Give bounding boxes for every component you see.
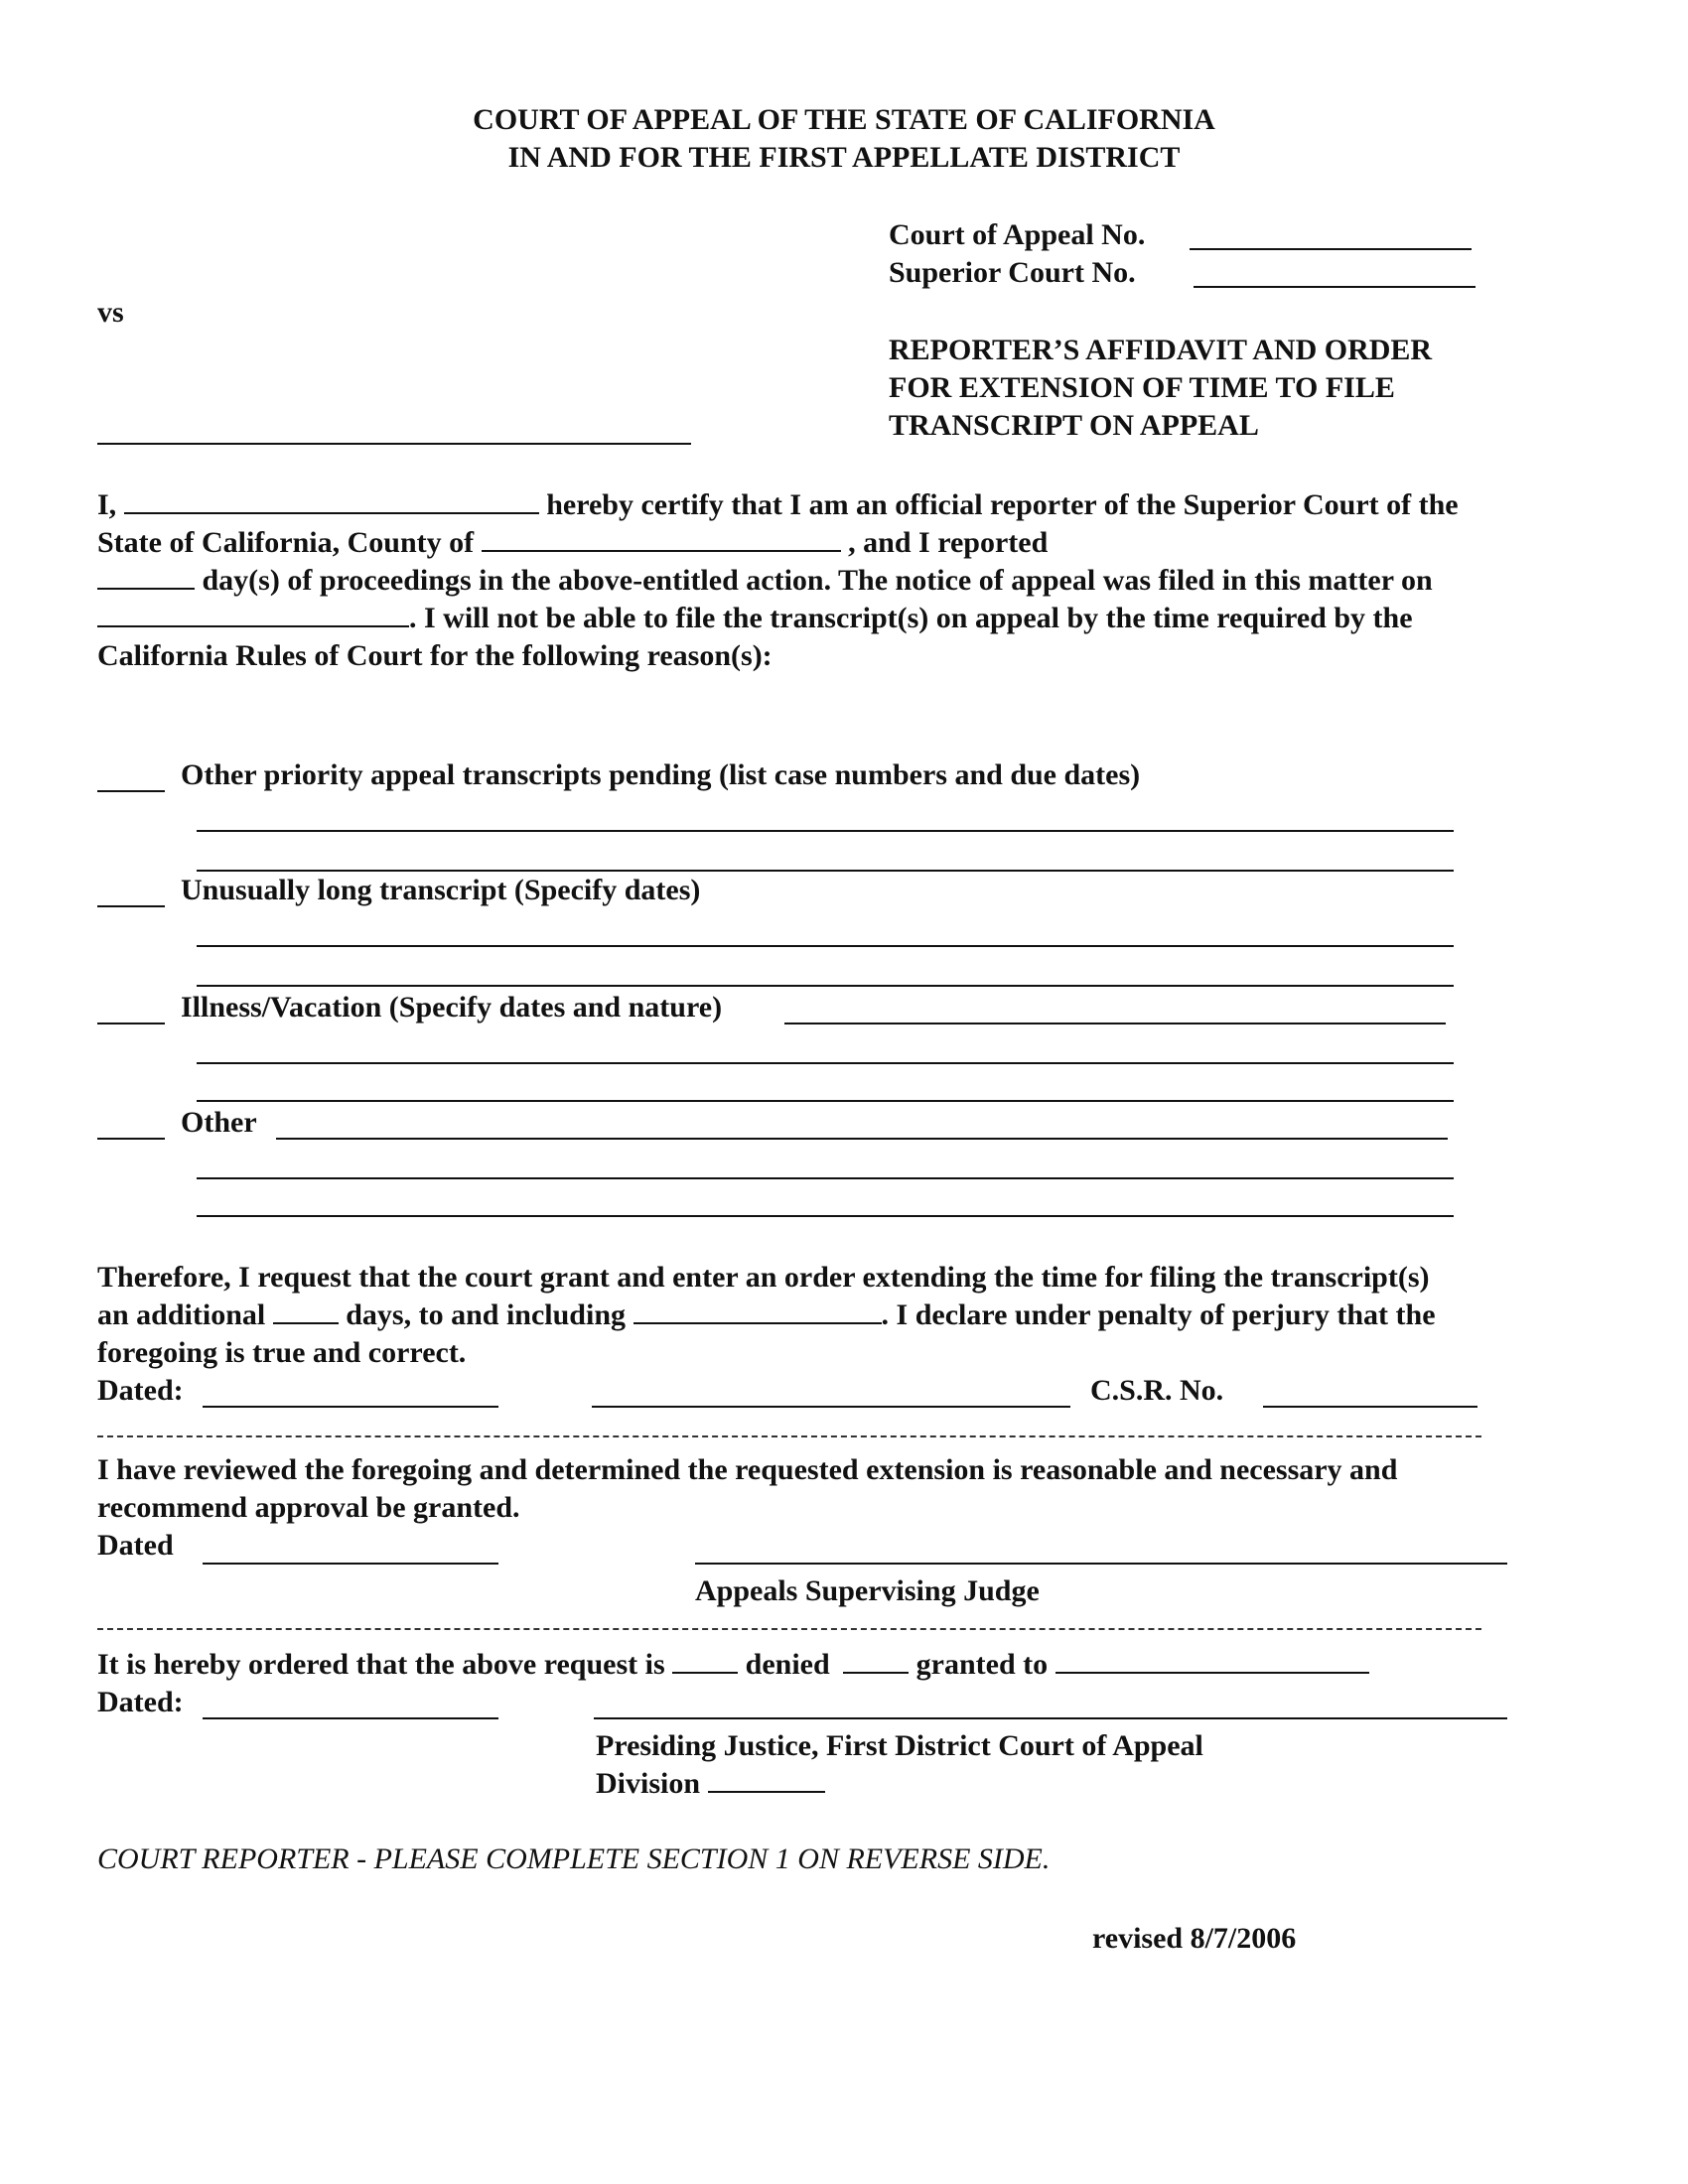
additional-days-field[interactable] [273,1297,339,1324]
extended-date-field[interactable] [633,1297,882,1324]
reason-label-other: Other [181,1106,257,1139]
certify-line1-text: hereby certify that I am an official reporter of the Superior Court of the [546,488,1459,521]
csr-number-field[interactable] [1263,1406,1477,1408]
reason-checkbox-other[interactable] [97,1138,165,1140]
request-line1: Therefore, I request that the court grant and enter an order extending the time for filing the transcript(s) [97,1261,1430,1294]
section-divider-1 [97,1435,1481,1437]
order-dated-label: Dated: [97,1686,184,1718]
certify-line3-text: day(s) of proceedings in the above-entitled action. The notice of appeal was filed in this matter on [202,564,1433,597]
certify-line2 [97,524,1048,562]
reason-illness-inline[interactable] [784,1023,1446,1024]
reverse-side-note: COURT REPORTER - PLEASE COMPLETE SECTION 1 ON REVERSE SIDE. [97,1843,1051,1875]
division-label: Division [596,1767,701,1800]
request-line2-text: . I declare under penalty of perjury that the [881,1298,1436,1331]
judge-title: Appeals Supervising Judge [695,1574,1040,1607]
csr-label: C.S.R. No. [1090,1374,1224,1407]
certify-line4 [97,600,1413,637]
reason-checkbox-long[interactable] [97,905,165,907]
request-line2 [97,1297,1436,1334]
revision-date: revised 8/7/2006 [1092,1922,1297,1955]
reason-long-line1[interactable] [197,945,1454,947]
reason-priority-line1[interactable] [197,830,1454,832]
certify-i: I, [97,488,117,521]
certify-line1 [97,486,1459,524]
division-field[interactable] [708,1765,825,1793]
reason-long-line2[interactable] [197,985,1454,987]
judge-signature-field[interactable] [695,1563,1507,1565]
reporter-signature-field[interactable] [592,1406,1070,1408]
court-title-line2: IN AND FOR THE FIRST APPELLATE DISTRICT [507,141,1181,174]
reason-other-line1[interactable] [197,1177,1454,1179]
reason-illness-line2[interactable] [197,1100,1454,1102]
vs-label: vs [97,296,124,329]
granted-date-field[interactable] [1055,1646,1369,1674]
review-dated-label: Dated [97,1529,174,1562]
reason-other-inline[interactable] [276,1138,1448,1140]
division-line [596,1765,825,1803]
superior-number-label: Superior Court No. [889,256,1136,289]
review-dated-field[interactable] [203,1563,498,1565]
reporter-dated-field[interactable] [203,1406,498,1408]
review-line1: I have reviewed the foregoing and determined the requested extension is reasonable and necessary and [97,1453,1398,1486]
request-line3: foregoing is true and correct. [97,1336,467,1369]
form-title-line1: REPORTER’S AFFIDAVIT AND ORDER [889,334,1433,366]
reason-label-long: Unusually long transcript (Specify dates) [181,874,701,906]
notice-date-field[interactable] [97,600,409,627]
superior-number-field[interactable] [1194,286,1476,288]
reason-checkbox-priority[interactable] [97,790,165,792]
days-reported-field[interactable] [97,562,195,590]
justice-title: Presiding Justice, First District Court of Appeal [596,1729,1203,1762]
reason-illness-line1[interactable] [197,1062,1454,1064]
additional-label: an additional [97,1298,266,1331]
reason-other-line2[interactable] [197,1215,1454,1217]
days-label: days, to and including [346,1298,627,1331]
appeal-number-label: Court of Appeal No. [889,218,1146,251]
granted-checkbox[interactable] [843,1646,909,1674]
certify-line3 [97,562,1433,600]
order-line1 [97,1646,1369,1684]
reporter-dated-label: Dated: [97,1374,184,1407]
certify-line4-text: . I will not be able to file the transcript(s) on appeal by the time required by the [409,602,1413,634]
certify-line5: California Rules of Court for the following reason(s): [97,639,773,672]
order-text: It is hereby ordered that the above request is [97,1648,665,1681]
county-field[interactable] [482,524,841,552]
denied-label: denied [745,1648,830,1681]
form-title-line3: TRANSCRIPT ON APPEAL [889,409,1259,442]
section-divider-2 [97,1628,1481,1630]
reason-label-illness: Illness/Vacation (Specify dates and nature) [181,991,723,1024]
county-label: State of California, County of [97,526,475,559]
reason-label-priority: Other priority appeal transcripts pending (list case numbers and due dates) [181,758,1141,791]
reported-text: , and I reported [848,526,1049,559]
reason-checkbox-illness[interactable] [97,1023,165,1024]
respondent-name-field[interactable] [97,443,691,445]
justice-signature-field[interactable] [594,1717,1507,1719]
granted-label: granted to [915,1648,1049,1681]
order-dated-field[interactable] [203,1717,498,1719]
appeal-number-field[interactable] [1190,248,1472,250]
court-title-line1: COURT OF APPEAL OF THE STATE OF CALIFORNIA [473,103,1215,136]
review-line2: recommend approval be granted. [97,1491,520,1524]
reporter-name-field[interactable] [124,486,539,514]
form-title-line2: FOR EXTENSION OF TIME TO FILE [889,371,1395,404]
denied-checkbox[interactable] [672,1646,738,1674]
